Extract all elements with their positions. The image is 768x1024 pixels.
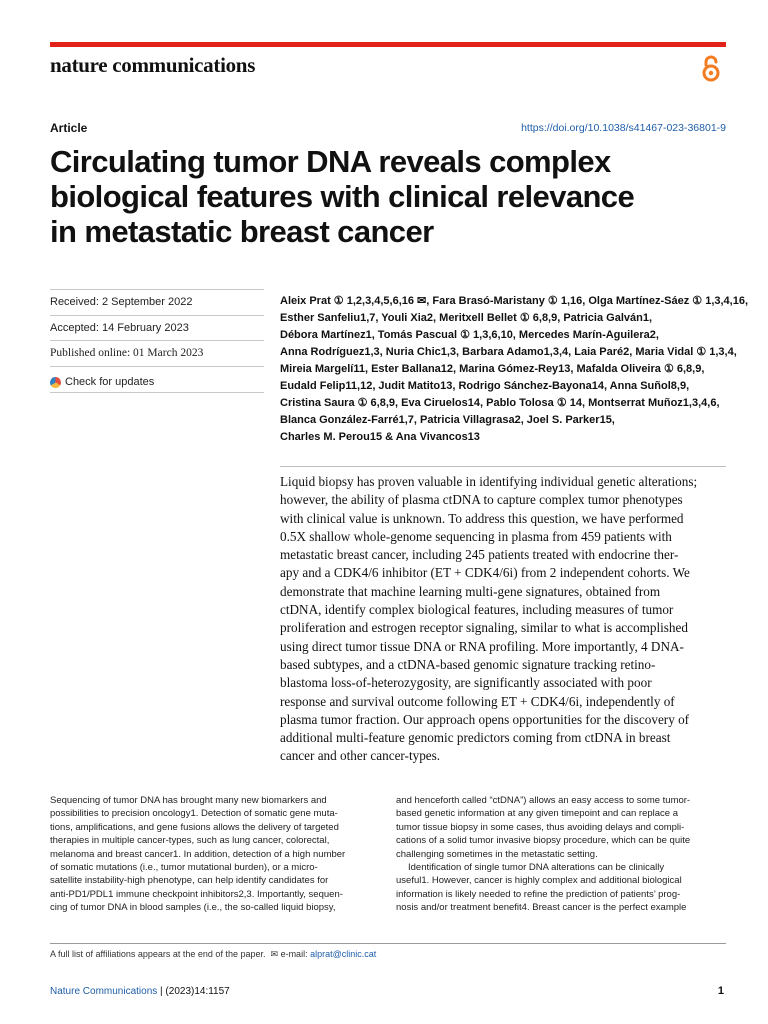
body-line: Sequencing of tumor DNA has brought many new biomarkers and [50,795,327,806]
body-column-left [50,794,384,915]
author-line[interactable]: Charles M. Perou15 & Ana Vivancos13 [280,431,480,443]
abstract-line: Liquid biopsy has proven valuable in identifying individual genetic alterations; [280,474,698,489]
footnote [50,949,376,960]
author-line[interactable]: Anna Rodríguez1,3, Nuria Chic1,3, Barbara Adamo1,3,4, Laia Paré2, Maria Vidal ① 1,3,4, [280,346,737,358]
abstract-line: 0.5X shallow whole-genome sequencing in plasma from 459 patients with [280,528,672,544]
body-line: cing of tumor DNA in blood samples (i.e., the so-called liquid biopsy, [50,902,336,914]
body-line: tumor tissue biopsy in some cases, thus avoiding delays and compli- [396,821,685,833]
footer-journal-link[interactable]: Nature Communications [50,986,158,997]
author-list [280,293,749,446]
body-line: and henceforth called “ctDNA”) allows an easy access to some tumor- [396,795,691,806]
abstract-line: based subtypes, and a ctDNA-based genomic signature tracking retino- [280,656,656,672]
body-line: challenging sometimes in the metastatic setting. [396,848,598,860]
author-line[interactable]: Esther Sanfeliu1,7, Youli Xia2, Meritxell Bellet ① 6,8,9, Patricia Galván1, [280,312,653,324]
abstract-line: cancer and other cancer-types. [280,748,441,764]
body-column-right [396,794,730,915]
body-line: cations of a solid tumor invasive biopsy procedure, which can be quite [396,835,691,847]
body-line: satellite instability-high phenotype, can help identify candidates for [50,875,329,887]
author-line[interactable]: Débora Martínez1, Tomás Pascual ① 1,3,6,10, Mercedes Marín-Aguilera2, [280,329,659,341]
journal-brand[interactable]: nature communications [50,53,256,77]
footer-citation: | (2023)14:1157 [160,986,230,997]
abstract-line: additional multi-feature genomic predictors coming from ctDNA in breast [280,730,671,746]
check-for-updates-button[interactable] [50,366,264,393]
abstract-line: plasma tumor fraction. Our approach opens opportunities for the discovery of [280,711,690,727]
body-line: anti-PD1/PDL1 immune checkpoint inhibitors2,3. Importantly, sequen- [50,888,343,900]
abstract-divider [280,466,726,467]
title-line: biological features with clinical relevance [50,179,635,214]
title-line: in metastatic breast cancer [50,214,434,249]
abstract-line: however, the ability of plasma ctDNA to capture complex tumor phenotypes [280,492,683,508]
publication-dates [50,289,264,393]
check-updates-icon [50,377,61,388]
author-line[interactable]: Blanca González-Farré1,7, Patricia Villagrasa2, Joel S. Parker15, [280,414,615,426]
footnote-divider [50,943,726,944]
body-line: Identification of single tumor DNA alterations can be clinically [408,862,665,874]
published-date: Published online: 01 March 2023 [50,340,264,366]
abstract-line: with clinical value is unknown. To address this question, we have performed [280,510,684,526]
accepted-date: Accepted: 14 February 2023 [50,315,264,341]
header-accent-bar [50,42,726,47]
author-line[interactable]: Mireia Margelí11, Ester Ballana12, Marina Gómez-Rey13, Mafalda Oliveira ① 6,8,9, [280,363,705,375]
envelope-icon: ✉ [268,949,279,959]
article-type-label: Article [50,121,88,135]
author-line[interactable]: Eudald Felip11,12, Judit Matito13, Rodrigo Sánchez-Bayona14, Anna Suñol8,9, [280,380,690,392]
author-line[interactable]: Cristina Saura ① 6,8,9, Eva Ciruelos14, Pablo Tolosa ① 14, Montserrat Muñoz1,3,4,6, [280,397,720,409]
abstract-line: proliferation and estrogen receptor signaling, similar to what is accomplished [280,620,688,636]
email-link[interactable]: alprat@clinic.cat [310,949,377,959]
abstract-line: ctDNA, identify complex biological features, including measures of tumor [280,602,674,618]
body-line: nosis and/or treatment benefit4. Breast cancer is the perfect example [396,902,687,914]
title-line: Circulating tumor DNA reveals complex [50,144,611,179]
body-line: melanoma and breast cancer1. In addition, detection of a high number [50,848,346,860]
doi-link[interactable]: https://doi.org/10.1038/s41467-023-36801-9 [521,122,726,134]
affiliations-note: A full list of affiliations appears at the end of the paper. [50,949,266,959]
received-date: Received: 2 September 2022 [50,289,264,315]
body-line: useful1. However, cancer is highly complex and additional biological [396,875,682,887]
email-label: e-mail: [280,949,308,959]
abstract-line: metastatic breast cancer, including 245 patients treated with endocrine ther- [280,547,679,563]
abstract-line: blastoma loss-of-heterozygosity, are significantly associated with poor [280,675,652,691]
abstract-line: demonstrate that machine learning multi-gene signatures, obtained from [280,583,661,599]
page-footer [50,986,230,997]
body-line: of somatic mutations (i.e., tumor mutational burden), or a micro- [50,862,318,874]
body-line: based genetic information at any given timepoint and can replace a [396,808,679,820]
open-access-icon[interactable] [700,54,722,84]
abstract-line: response and survival outcome following ET + CDK4/6i, independently of [280,693,675,709]
body-line: information is likely needed to refine the prediction of patients’ prog- [396,888,681,900]
abstract [280,473,730,766]
body-line: possibilities to precision oncology1. Detection of somatic gene muta- [50,808,338,820]
body-line: tions, amplifications, and gene fusions allows the delivery of targeted [50,821,339,833]
abstract-line: using direct tumor tissue DNA or RNA profiling. More importantly, 4 DNA- [280,638,684,654]
page-number: 1 [717,985,724,997]
author-line[interactable]: Aleix Prat ① 1,2,3,4,5,6,16 ✉, Fara Brasó-Maristany ① 1,16, Olga Martínez-Sáez ① 1,3,4,16, [280,295,749,307]
article-title [50,144,730,249]
check-updates-label: Check for updates [65,376,155,388]
abstract-line: apy and a CDK4/6 inhibitor (ET + CDK4/6i) from 2 independent cohorts. We [280,565,690,581]
body-line: therapies in multiple cancer-types, such as lung cancer, colorectal, [50,835,330,847]
